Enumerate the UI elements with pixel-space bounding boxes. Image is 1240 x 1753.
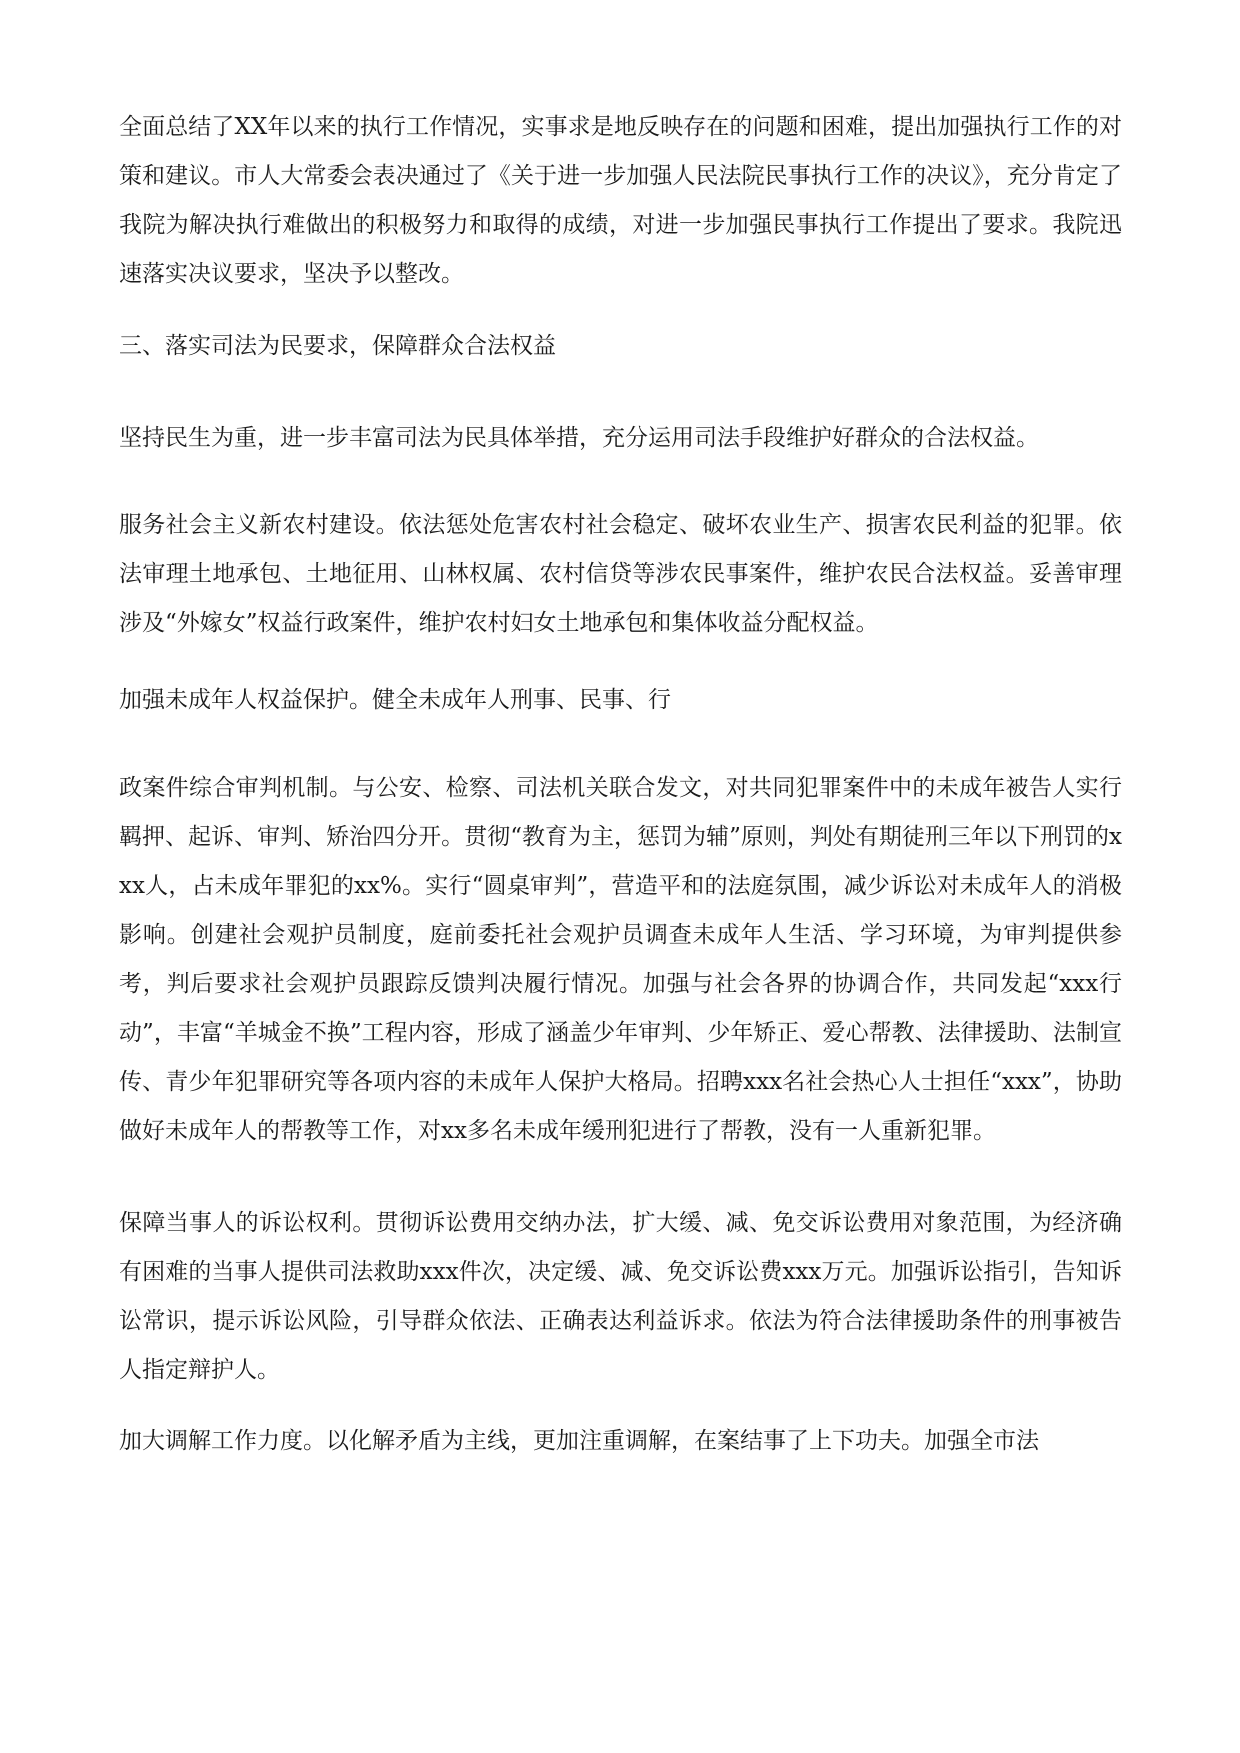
paragraph-minors-protection: 政案件综合审判机制。与公安、检察、司法机关联合发文，对共同犯罪案件中的未成年被告人实行羁押、起诉、审判、矫治四分开。贯彻“教育为主，惩罚为辅”原则，判处有期徒刑三年以下刑罚的xxx人，占未成年罪犯的xx%。实行“圆桌审判”，营造平和的法庭氛围，减少诉讼对未成年人的消极影响。创建社会观护员制度，庭前委托社会观护员调查未成年人生活、学习环境，为审判提供参考，判后要求社会观护员跟踪反馈判决履行情况。加强与社会各界的协调合作，共同发起“xxx行动”，丰富“羊城金不换”工程内容，形成了涵盖少年审判、少年矫正、爱心帮教、法律援助、法制宣传、青少年犯罪研究等各项内容的未成年人保护大格局。招聘xxx名社会热心人士担任“xxx”，协助做好未成年人的帮教等工作，对xx多名未成年缓刑犯进行了帮教，没有一人重新犯罪。 (119, 775, 1122, 1144)
paragraph-execution-summary: 全面总结了XX年以来的执行工作情况，实事求是地反映存在的问题和困难，提出加强执行工作的对策和建议。市人大常委会表决通过了《关于进一步加强人民法院民事执行工作的决议》，充分肯定了我院为解决执行难做出的积极努力和取得的成绩，对进一步加强民事执行工作提出了要求。我院迅速落实决议要求，坚决予以整改。 (119, 114, 1122, 287)
paragraph-minors-heading: 加强未成年人权益保护。健全未成年人刑事、民事、行 (119, 687, 671, 713)
paragraph-litigation-rights: 保障当事人的诉讼权利。贯彻诉讼费用交纳办法，扩大缓、减、免交诉讼费用对象范围，为经济确有困难的当事人提供司法救助xxx件次，决定缓、减、免交诉讼费xxx万元。加强诉讼指引，告知诉讼常识，提示诉讼风险，引导群众依法、正确表达利益诉求。依法为符合法律援助条件的刑事被告人指定辩护人。 (119, 1210, 1122, 1383)
paragraph-rural-construction: 服务社会主义新农村建设。依法惩处危害农村社会稳定、破坏农业生产、损害农民利益的犯罪。依法审理土地承包、土地征用、山林权属、农村信贷等涉农民事案件，维护农民合法权益。妥善审理涉及“外嫁女”权益行政案件，维护农村妇女土地承包和集体收益分配权益。 (119, 512, 1122, 636)
section-heading-three: 三、落实司法为民要求，保障群众合法权益 (119, 333, 556, 359)
paragraph-livelihood: 坚持民生为重，进一步丰富司法为民具体举措，充分运用司法手段维护好群众的合法权益。 (119, 425, 1039, 451)
paragraph-mediation: 加大调解工作力度。以化解矛盾为主线，更加注重调解，在案结事了上下功夫。加强全市法 (119, 1428, 1039, 1454)
